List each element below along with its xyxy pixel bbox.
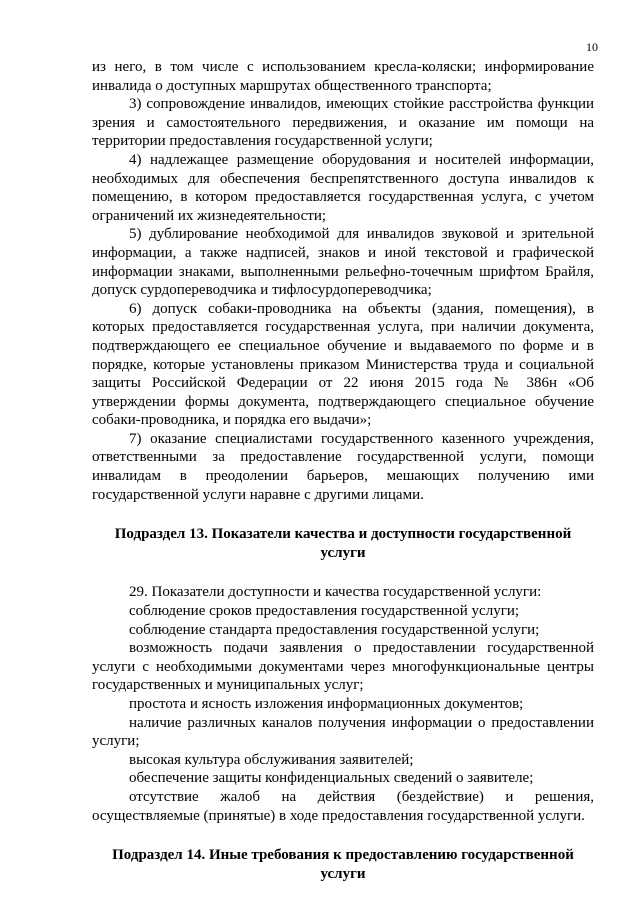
page-number: 10 [586,40,598,54]
spacer [92,504,594,525]
spacer [92,825,594,846]
paragraph: 29. Показатели доступности и качества государственной услуги: [129,584,542,601]
paragraph: отсутствие жалоб на действия (бездействие) и решения, осуществляемые (принятые) в ходе предоставления государственной услуги. [92,788,594,824]
section-14-heading: Подраздел 14. Иные требования к предоставлению государственной услуги [112,847,574,882]
paragraph: возможность подачи заявления о предоставлении государственной услуги с необходимыми документами через многофункциональные центры государственных и муниципальных услуг; [92,640,594,694]
paragraph-continuation: из него, в том числе с использованием кресла-коляски; информирование инвалида о доступных маршрутах общественного транспорта; [92,59,594,94]
paragraph: высокая культура обслуживания заявителей; [129,751,414,768]
list-item: 7) оказание специалистами государственного казенного учреждения, ответственными за предоставление государственной услуги, помощи инвалидам в преодолении барьеров, мешающих получению ими государственной услуги наравне с другими лицами. [92,430,594,503]
document-body [92,58,594,883]
list-item: 3) сопровождение инвалидов, имеющих стойкие расстройства функции зрения и самостоятельного передвижения, и оказание им помощи на территории предоставления государственной услуги; [92,96,594,150]
paragraph: соблюдение сроков предоставления государственной услуги; [129,603,520,620]
list-item: 6) допуск собаки-проводника на объекты (здания, помещения), в которых предоставляется государственная услуга, при наличии документа, подтверждающего ее специальное обучение и выдаваемого по форме и в порядке, которые установлены приказом Министерства труда и социальной защиты Российской Федерации от 22 июня 2015 года № 386н «Об утверждении формы документа, подтверждающего специальное обучение собаки-проводника, и порядка его выдачи»; [92,300,594,429]
paragraph: соблюдение стандарта предоставления государственной услуги; [129,621,540,638]
paragraph: наличие различных каналов получения информации о предоставлении услуги; [92,714,594,750]
list-item: 4) надлежащее размещение оборудования и носителей информации, необходимых для обеспечения беспрепятственного доступа инвалидов к помещению, в котором предоставляется государственная услуга, с учетом ограничений их жизнедеятельности; [92,151,594,224]
paragraph: простота и ясность изложения информационных документов; [129,696,524,712]
paragraph: обеспечение защиты конфиденциальных сведений о заявителе; [129,770,534,787]
section-13-heading: Подраздел 13. Показатели качества и доступности государственной услуги [114,526,572,561]
list-item: 5) дублирование необходимой для инвалидов звуковой и зрительной информации, а также надписей, знаков и иной текстовой и графической информации знаками, выполненными рельефно-точечным шрифтом Брайля, допуск сурдопереводчика и тифлосурдопереводчика; [92,226,594,299]
spacer [92,562,594,583]
